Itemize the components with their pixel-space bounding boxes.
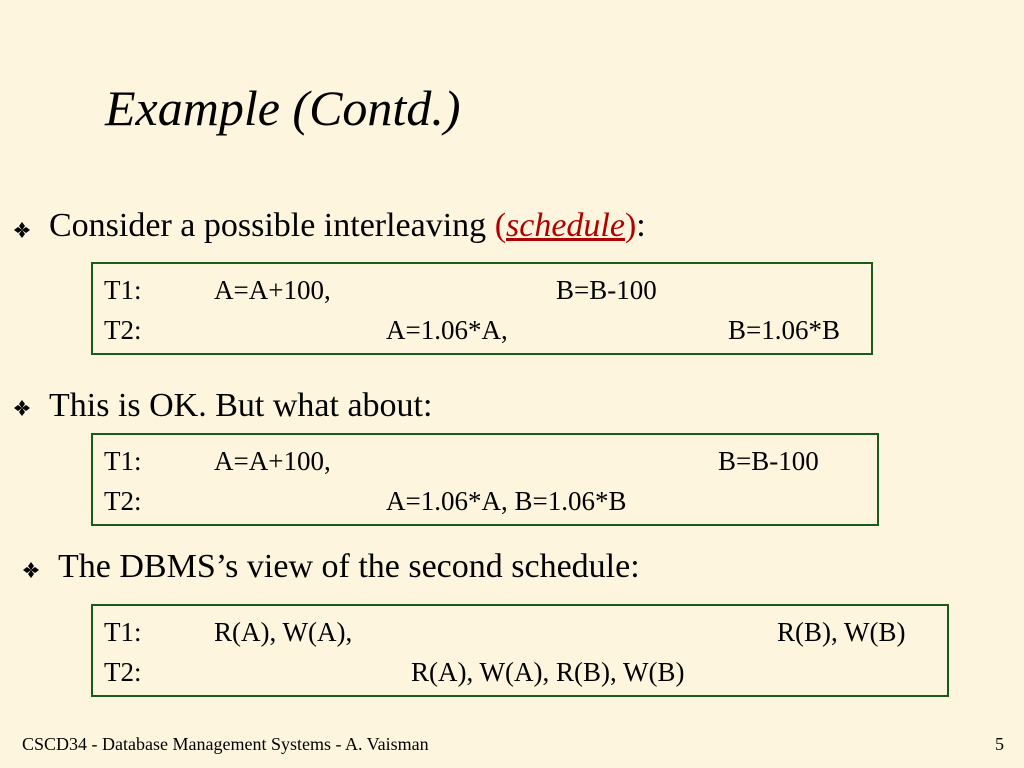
schedule-1-t1-op-b: B=B-100	[556, 275, 657, 305]
schedule-1-t2-op-a: A=1.06*A,	[386, 315, 508, 345]
schedule-2-t1-label: T1:	[104, 446, 142, 476]
schedule-box-1	[91, 262, 873, 355]
schedule-1-t1-label: T1:	[104, 275, 142, 305]
slide-title: Example (Contd.)	[105, 80, 461, 136]
paren-open: (	[494, 207, 507, 244]
bullet-this-is-ok: This is OK. But what about:	[49, 387, 433, 424]
schedule-3-t1-op-b: R(B), W(B)	[777, 617, 906, 647]
footer-course: CSCD34 - Database Management Systems - A. Vaisman	[22, 734, 429, 754]
schedule-3-t2-label: T2:	[104, 657, 142, 687]
bullet-dbms-view: The DBMS’s view of the second schedule:	[58, 548, 640, 585]
bullet-consider-schedule	[49, 206, 646, 246]
four-diamond-bullet-icon	[14, 400, 30, 416]
four-diamond-bullet-icon	[14, 222, 30, 238]
page-number: 5	[995, 734, 1004, 754]
schedule-2-t1-op-b: B=B-100	[718, 446, 819, 476]
schedule-2-t1-op-a: A=A+100,	[214, 446, 331, 476]
bullet-text-suffix: :	[636, 207, 646, 244]
schedule-1-t2-label: T2:	[104, 315, 142, 345]
schedule-box-2	[91, 433, 879, 526]
bullet-text-prefix: Consider a possible interleaving	[49, 207, 495, 244]
schedule-3-t1-op-a: R(A), W(A),	[214, 617, 353, 647]
schedule-3-t2-op-a: R(A), W(A), R(B), W(B)	[411, 657, 685, 687]
schedule-1-t1-op-a: A=A+100,	[214, 275, 331, 305]
schedule-3-t1-label: T1:	[104, 617, 142, 647]
four-diamond-bullet-icon	[23, 562, 39, 578]
schedule-box-3	[91, 604, 949, 697]
paren-close: )	[624, 207, 637, 244]
schedule-term: schedule	[506, 207, 625, 244]
schedule-2-t2-label: T2:	[104, 486, 142, 516]
schedule-2-t2-op-a: A=1.06*A, B=1.06*B	[386, 486, 627, 516]
schedule-1-t2-op-b: B=1.06*B	[728, 315, 840, 345]
